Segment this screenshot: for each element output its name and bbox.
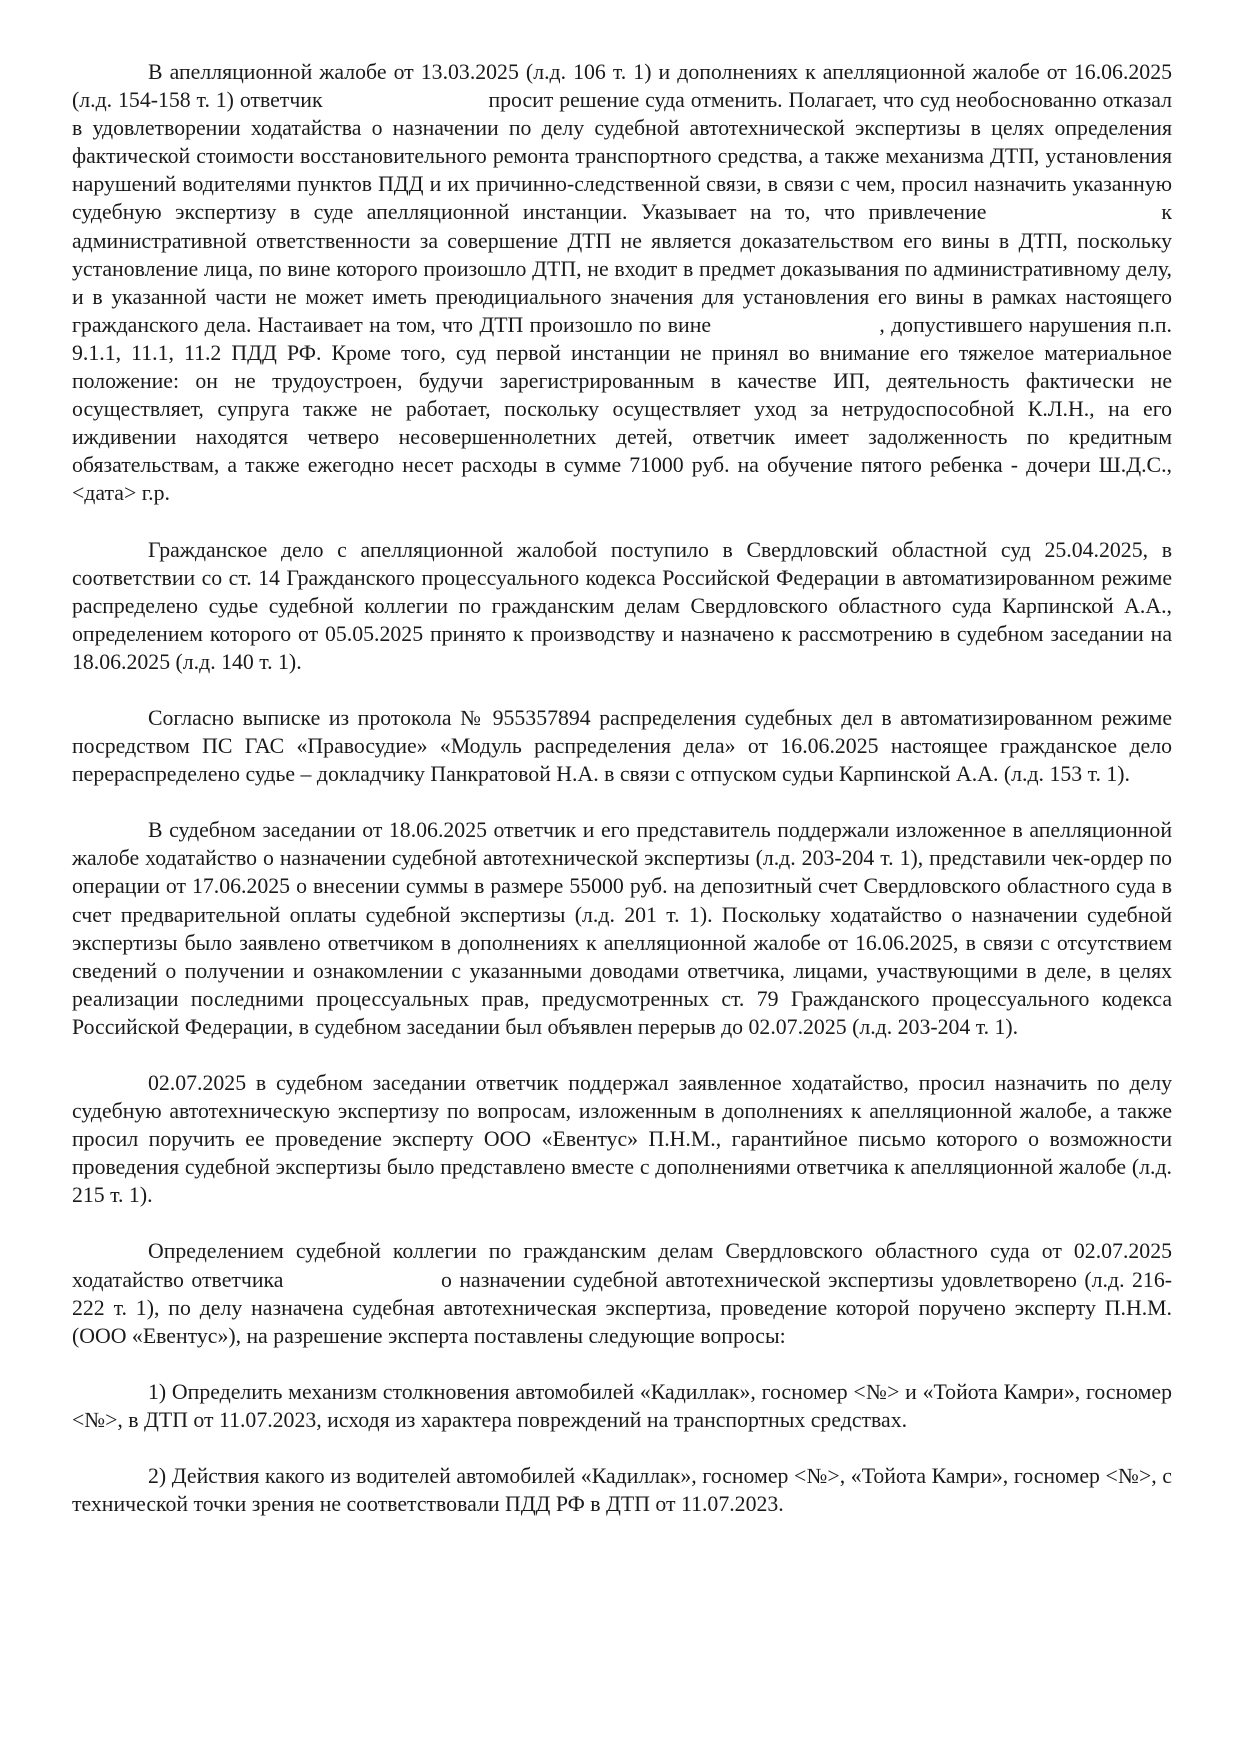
question-2: 2) Действия какого из водителей автомобилей «Кадиллак», госномер <№>, «Тойота Камри», госномер <№>, с технической точки зрения не соответствовали ПДД РФ в ДТП от 11.07.2023. xyxy=(72,1464,1172,1517)
paragraph-expertise-part-a: Определением судебной коллегии по гражданским делам Свердловского областного суда от 02.07.2025 ходатайство ответчика xyxy=(72,1239,1172,1292)
paragraph-case-receipt: Гражданское дело с апелляционной жалобой поступило в Свердловский областной суд 25.04.2025, в соответствии со ст. 14 Гражданского процессуального кодекса Российской Федерации в автоматизированном режиме распределено судье судебной коллегии по гражданским делам Свердловского областного суда Карпинской А.А., определением которого от 05.05.2025 принято к производству и назначено к рассмотрению в судебном заседании на 18.06.2025 (л.д. 140 т. 1). xyxy=(72,537,1172,674)
paragraph-appeal-part-a: В апелляционной жалобе от 13.03.2025 (л.д. 106 т. 1) и дополнениях к апелляционной жалобе от 16.06.2025 (л.д. 154-158 т. 1) ответчик xyxy=(72,60,1172,113)
paragraph-expertise-part-b: о назначении судебной автотехнической экспертизы удовлетворено (л.д. 216-222 т. 1), по делу назначена судебная автотехническая экспертиза, проведение которой поручено эксперту П.Н.М. (ООО «Евентус»), на разрешение эксперта поставлены следующие вопросы: xyxy=(72,1267,1172,1348)
paragraph-appeal-part-d: , допустившего нарушения п.п. 9.1.1, 11.1, 11.2 ПДД РФ. Кроме того, суд первой инстанции не принял во внимание его тяжелое материальное положение: он не трудоустроен, будучи зарегистрированным в качестве ИП, деятельность фактически не осуществляет, супруга также не работает, поскольку осуществляет уход за нетрудоспособной К.Л.Н., на его иждивении находятся четверо несовершеннолетних детей, ответчик имеет задолженность по кредитным обязательствам, а также ежегодно несет расходы в сумме 71000 руб. на обучение пятого ребенка - дочери Ш.Д.С., <дата> г.р. xyxy=(72,312,1173,506)
document-page xyxy=(72,58,1172,1518)
paragraph-case-redistribution: Согласно выписке из протокола № 955357894 распределения судебных дел в автоматизированном режиме посредством ПС ГАС «Правосудие» «Модуль распределения дела» от 16.06.2025 настоящее гражданское дело перераспределено судье – докладчику Панкратовой Н.А. в связи с отпуском судьи Карпинской А.А. (л.д. 153 т. 1). xyxy=(72,705,1172,787)
paragraph-hearing-0618: В судебном заседании от 18.06.2025 ответчик и его представитель поддержали изложенное в апелляционной жалобе ходатайство о назначении судебной автотехнической экспертизы (л.д. 203-204 т. 1), представили чек-ордер по операции от 17.06.2025 о внесении суммы в размере 55000 руб. на депозитный счет Свердловского областного суда в счет предварительной оплаты судебной экспертизы (л.д. 201 т. 1). Поскольку ходатайство о назначении судебной экспертизы было заявлено ответчиком в дополнениях к апелляционной жалобе от 16.06.2025, в связи с отсутствием сведений о получении и ознакомлении с указанными доводами ответчика, лицами, участвующими в деле, в целях реализации последними процессуальных прав, предусмотренных ст. 79 Гражданского процессуального кодекса Российской Федерации, в судебном заседании был объявлен перерыв до 02.07.2025 (л.д. 203-204 т. 1). xyxy=(72,818,1172,1039)
paragraph-appeal-part-b: просит решение суда отменить. Полагает, что суд необоснованно отказал в удовлетворении ходатайства о назначении по делу судебной автотехнической экспертизы в целях определения фактической стоимости восстановительного ремонта транспортного средства, а также механизма ДТП, установления нарушений водителями пунктов ПДД и их причинно-следственной связи, в связи с чем, просил назначить указанную судебную экспертизу в суде апелляционной инстанции. Указывает на то, что привлечение xyxy=(72,88,1173,225)
paragraph-expertise-order xyxy=(72,1237,1172,1349)
question-1: 1) Определить механизм столкновения автомобилей «Кадиллак», госномер <№> и «Тойота Камри», госномер <№>, в ДТП от 11.07.2023, исходя из характера повреждений на транспортных средствах. xyxy=(72,1379,1172,1432)
paragraph-appeal-arguments xyxy=(72,58,1172,508)
paragraph-hearing-0702: 02.07.2025 в судебном заседании ответчик поддержал заявленное ходатайство, просил назначить по делу судебную автотехническую экспертизу по вопросам, изложенным в дополнениях к апелляционной жалобе, а также просил поручить ее проведение эксперту ООО «Евентус» П.Н.М., гарантийное письмо которого о возможности проведения судебной экспертизы было представлено вместе с дополнениями ответчика к апелляционной жалобе (л.д. 215 т. 1). xyxy=(72,1071,1172,1208)
paragraph-appeal-part-c: к административной ответственности за совершение ДТП не является доказательством его вины в ДТП, поскольку установление лица, по вине которого произошло ДТП, не входит в предмет доказывания по административному делу, и в указанной части не может иметь преюдициального значения для установления его вины в рамках настоящего гражданского дела. Настаивает на том, что ДТП произошло по вине xyxy=(72,200,1173,337)
